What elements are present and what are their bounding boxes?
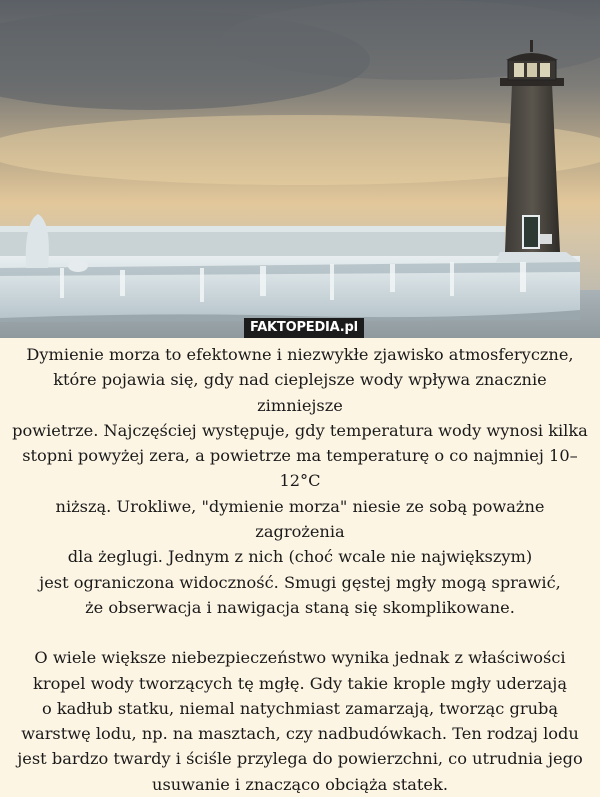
- caption-line: warstwę lodu, np. na masztach, czy nadbudówkach. Ten rodzaj lodu: [21, 724, 579, 744]
- caption-line: które pojawia się, gdy nad cieplejsze wody wpływa znacznie zimniejsze: [53, 370, 547, 415]
- caption-line: kropel wody tworzących tę mgłę. Gdy takie krople mgły uderzają: [33, 673, 567, 693]
- paragraph-spacer: [10, 620, 590, 645]
- watermark: FAKTOPEDIA.pl: [244, 318, 364, 338]
- caption-line: powietrze. Najczęściej występuje, gdy temperatura wody wynosi kilka: [12, 420, 588, 440]
- caption-paragraph-2: [10, 645, 590, 797]
- frozen-pier-lighthouse-image: [0, 0, 600, 338]
- caption-line: jest bardzo twardy i ściśle przylega do powierzchni, co utrudnia jego: [17, 749, 583, 769]
- caption-line: o kadłub statku, niemal natychmiast zamarzają, tworząc grubą: [41, 698, 559, 718]
- caption-paragraph-1: [10, 342, 590, 620]
- caption-line: jest ograniczona widoczność. Smugi gęstej mgły mogą sprawić,: [39, 572, 561, 592]
- caption-line: że obserwacja i nawigacja staną się skomplikowane.: [85, 597, 515, 617]
- caption-line: O wiele większe niebezpieczeństwo wynika jednak z właściwości: [34, 648, 566, 668]
- caption-line: niższą. Urokliwe, "dymienie morza" niesie ze sobą poważne zagrożenia: [55, 496, 545, 542]
- caption-line: Dymienie morza to efektowne i niezwykłe zjawisko atmosferyczne,: [26, 345, 574, 364]
- lighthouse-photo: [0, 0, 600, 338]
- caption: [0, 338, 600, 797]
- caption-line: stopni powyżej zera, a powietrze ma temperaturę o co najmniej 10–12°C: [22, 446, 578, 491]
- caption-line: usuwanie i znacząco obciąża statek.: [152, 774, 448, 794]
- caption-line: dla żeglugi. Jednym z nich (choć wcale nie największym): [67, 547, 533, 567]
